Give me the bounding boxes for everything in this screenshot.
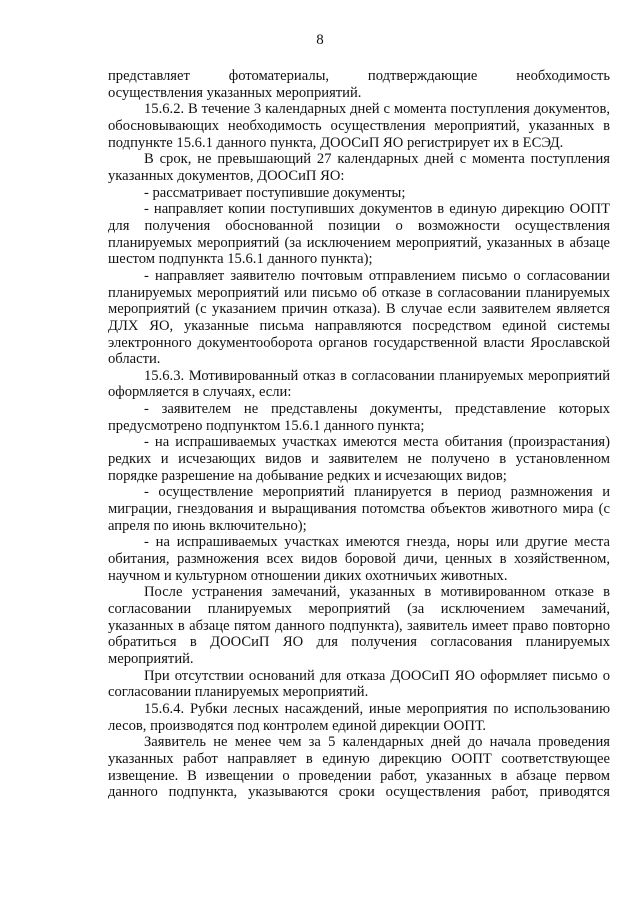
paragraph: - осуществление мероприятий планируется в период размножения и миграции, гнездования и выращивания потомства объектов животного мира (с апреля по июнь включительно); bbox=[108, 484, 610, 534]
paragraph: 15.6.4. Рубки лесных насаждений, иные мероприятия по использованию лесов, производятся под контролем единой дирекции ООПТ. bbox=[108, 700, 610, 734]
paragraph: осуществления указанных мероприятий. bbox=[108, 84, 362, 101]
paragraph: - рассматривает поступившие документы; bbox=[144, 184, 406, 201]
document-body bbox=[108, 68, 610, 801]
paragraph: После устранения замечаний, указанных в мотивированном отказе в согласовании планируемых мероприятий (за исключением замечаний, указанных в абзаце пятом данного подпункта), заявитель имеет право повторно обратиться в ДООСиП ЯО для получения согласования планируемых мероприятий. bbox=[108, 584, 610, 667]
paragraph: Заявитель не менее чем за 5 календарных дней до начала проведения указанных работ направляет в единую дирекцию ООПТ соответствующее извещение. В извещении о проведении работ, указанных в абзаце первом данного подпункта, указываются сроки осуществления работ, приводятся bbox=[108, 734, 610, 801]
paragraph: - направляет заявителю почтовым отправлением письмо о согласовании планируемых мероприятий или письмо об отказе в согласовании планируемых мероприятий (с указанием причин отказа). В случае если заявителем является ДЛХ ЯО, указанные письма направляются посредством единой системы электронного документооборота органов государственной власти Ярославской области. bbox=[108, 267, 610, 368]
paragraph: - на испрашиваемых участках имеются места обитания (произрастания) редких и исчезающих видов и заявителем не получено в установленном порядке разрешение на добывание редких и исчезающих видов; bbox=[108, 434, 610, 484]
paragraph: - заявителем не представлены документы, представление которых предусмотрено подпунктом 15.6.1 данного пункта; bbox=[108, 401, 610, 434]
paragraph: - направляет копии поступивших документов в единую дирекцию ООПТ для получения обоснованной позиции о возможности осуществления планируемых мероприятий (за исключением мероприятий, указанных в абзаце шестом подпункта 15.6.1 данного пункта); bbox=[108, 201, 610, 268]
paragraph: При отсутствии оснований для отказа ДООСиП ЯО оформляет письмо о согласовании планируемых мероприятий. bbox=[108, 667, 610, 701]
paragraph: В срок, не превышающий 27 календарных дней с момента поступления указанных документов, ДООСиП ЯО: bbox=[108, 151, 610, 184]
paragraph: 15.6.2. В течение 3 календарных дней с момента поступления документов, обосновывающих необходимость осуществления мероприятий, указанных в подпункте 15.6.1 данного пункта, ДООСиП ЯО регистрирует их в ЕСЭД. bbox=[108, 101, 610, 151]
paragraph: - на испрашиваемых участках имеются гнезда, норы или другие места обитания, размножения всех видов боровой дичи, ценных в хозяйственном, научном и культурном отношении диких охотничьих животных. bbox=[108, 534, 610, 584]
paragraph: представляет фотоматериалы, подтверждающие необходимость bbox=[108, 68, 610, 84]
page-number: 8 bbox=[316, 32, 324, 48]
paragraph: 15.6.3. Мотивированный отказ в согласовании планируемых мероприятий оформляется в случаях, если: bbox=[108, 367, 610, 401]
